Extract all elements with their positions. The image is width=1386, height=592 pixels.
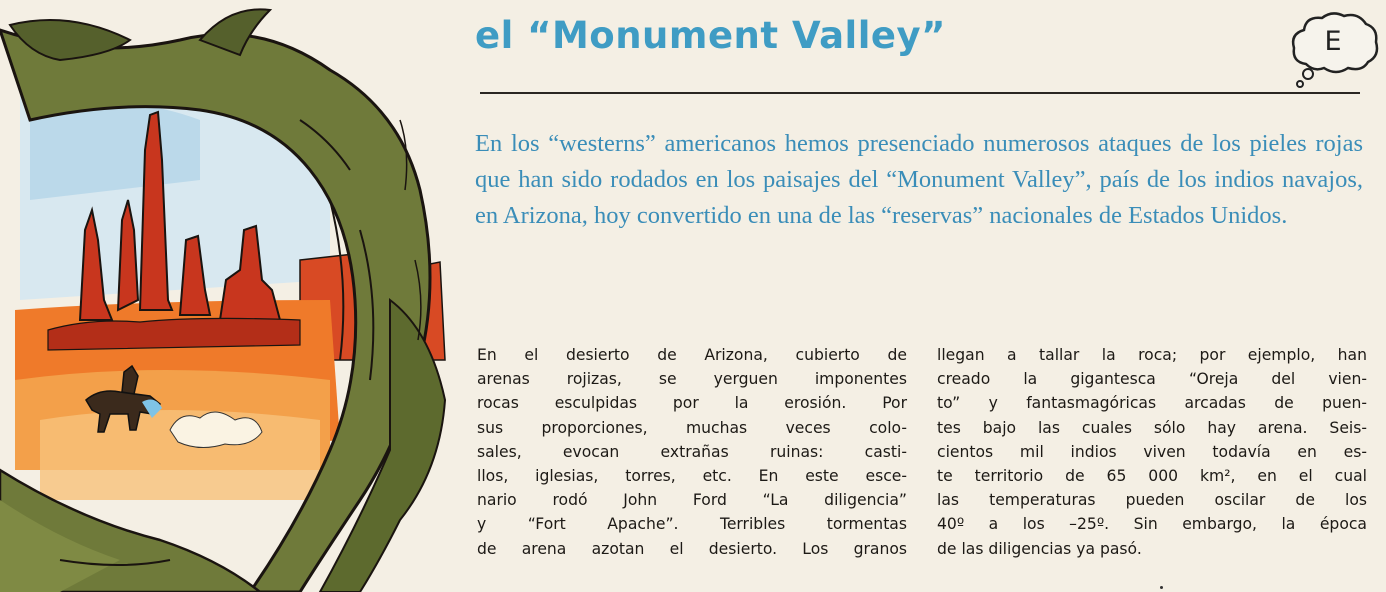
body-line: 40º a los –25º. Sin embargo, la época	[937, 515, 1367, 534]
body-line: las temperaturas pueden oscilar de los	[937, 491, 1367, 510]
body-line: y “Fort Apache”. Terribles tormentas	[477, 515, 907, 534]
body-line: llegan a tallar la roca; por ejemplo, han	[937, 346, 1367, 364]
body-column-1	[477, 343, 907, 561]
body-line: te territorio de 65 000 km², en el cual	[937, 467, 1367, 486]
body-line: sus proporciones, muchas veces colo-	[477, 418, 907, 437]
body-line: de arena azotan el desierto. Los granos	[477, 539, 907, 558]
body-line: de las diligencias ya pasó.	[937, 539, 1142, 558]
body-line: arenas rojizas, se yerguen imponentes	[477, 370, 907, 389]
body-line: to” y fantasmagóricas arcadas de puen-	[937, 394, 1367, 413]
badge-letter: E	[1324, 26, 1342, 57]
page-title: el “Monument Valley”	[475, 14, 946, 57]
body-column-2	[937, 343, 1367, 561]
body-line: nario rodó John Ford “La diligencia”	[477, 491, 907, 510]
title-divider	[480, 92, 1360, 94]
body-line: creado la gigantesca “Oreja del vien-	[937, 370, 1367, 389]
page-mark	[1160, 586, 1163, 589]
body-line: rocas esculpidas por la erosión. Por	[477, 394, 907, 413]
body-line: llos, iglesias, torres, etc. En este esce-	[477, 467, 907, 486]
body-line: cientos mil indios viven todavía en es-	[937, 442, 1367, 461]
body-line: sales, evocan extrañas ruinas: casti-	[477, 442, 907, 461]
intro-paragraph: En los “westerns” americanos hemos presenciado numerosos ataques de los pieles rojas que han sido rodados en los paisajes del “Monument Valley”, país de los indios navajos, en Arizona, hoy convertido en una de las “reservas” nacionales de Estados Unidos.	[475, 130, 1363, 229]
monument-valley-illustration	[0, 0, 470, 592]
body-line: tes bajo las cuales sólo hay arena. Seis-	[937, 418, 1367, 437]
body-line: En el desierto de Arizona, cubierto de	[477, 346, 907, 364]
